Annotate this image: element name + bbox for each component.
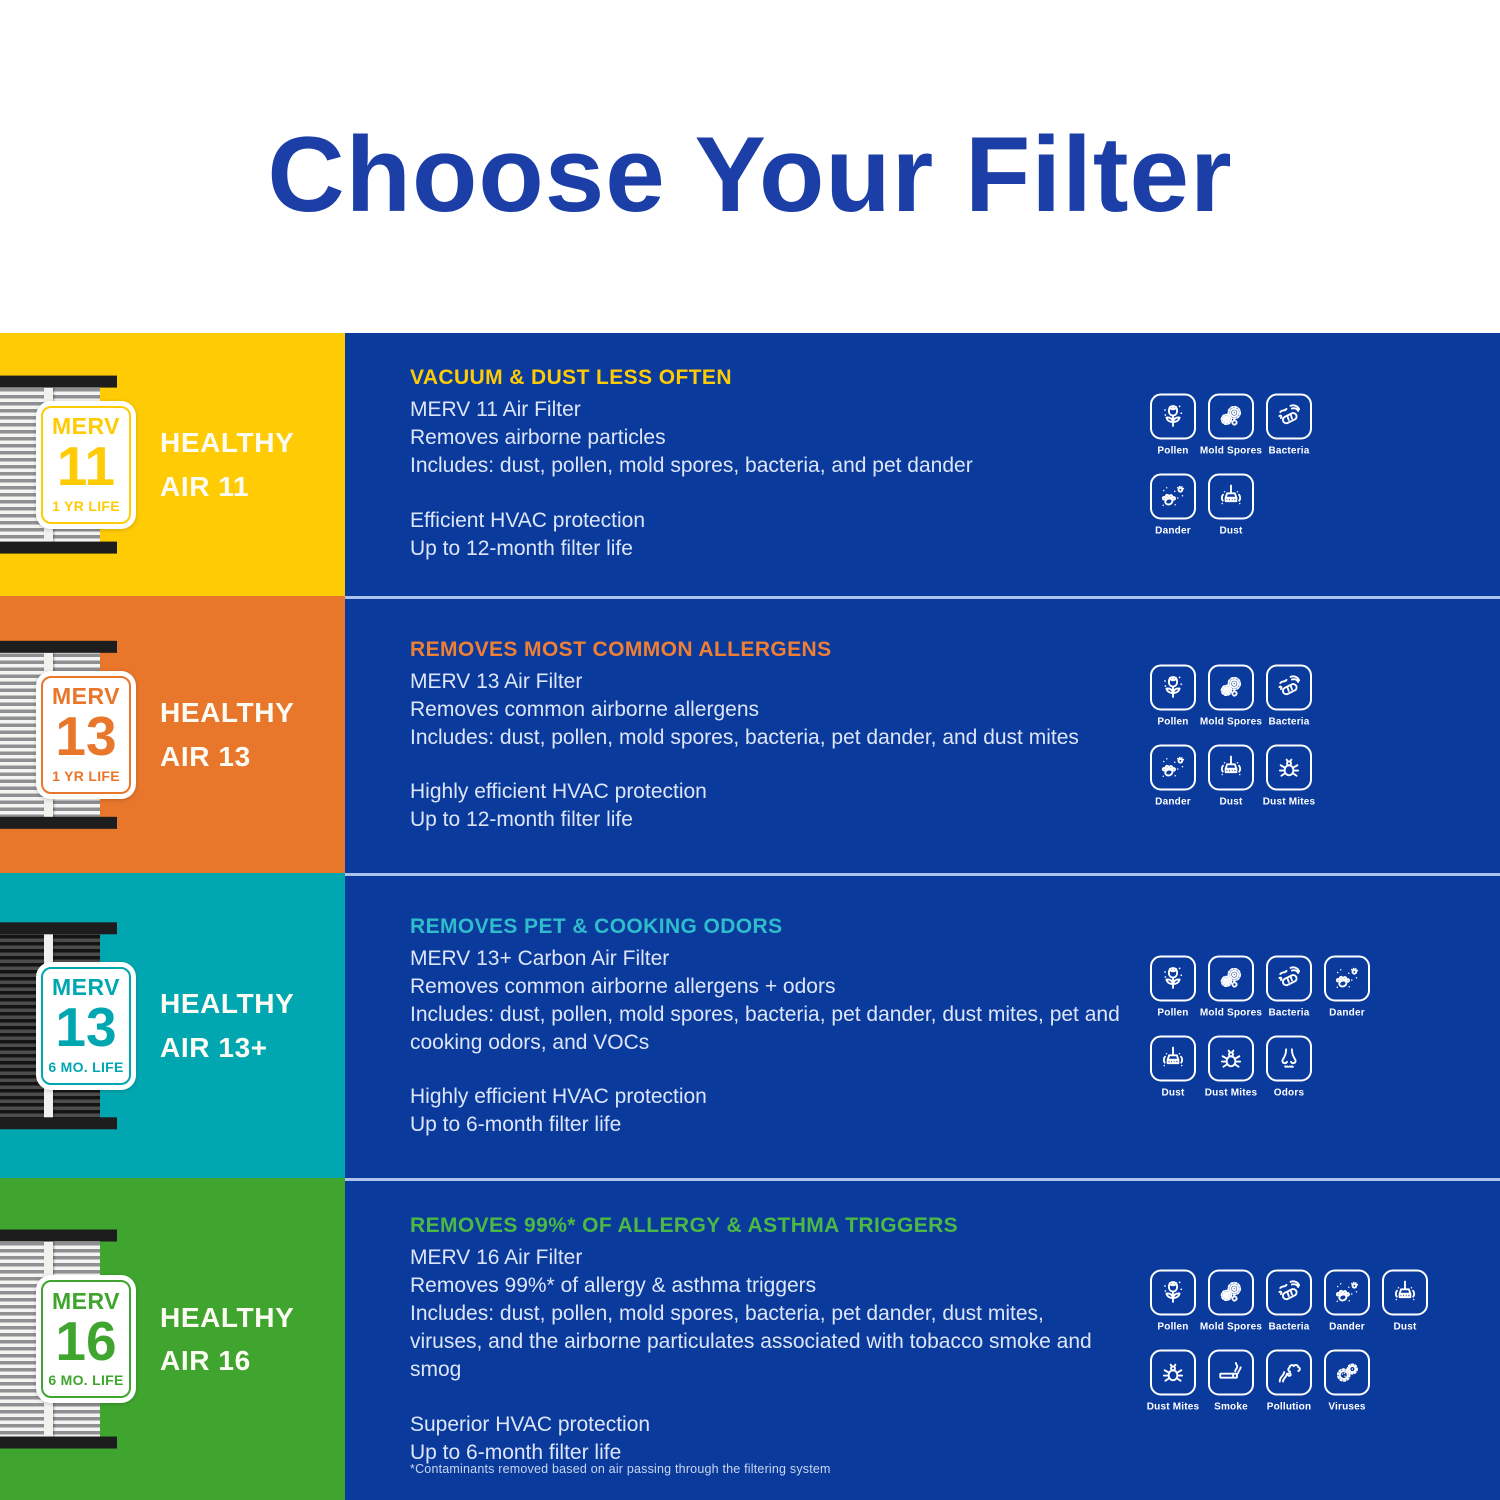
pollen-icon xyxy=(1150,1269,1196,1315)
benefit-line: Efficient HVAC protection xyxy=(410,508,645,532)
footnote: *Contaminants removed based on air passing through the filtering system xyxy=(410,1462,831,1476)
mold-spores-icon-cell xyxy=(1199,1269,1263,1332)
band-merv-13-plus xyxy=(0,873,345,1178)
bacteria-icon xyxy=(1266,1269,1312,1315)
pollen-icon xyxy=(1150,393,1196,439)
mold-spores-icon xyxy=(1208,393,1254,439)
icon-label: Mold Spores xyxy=(1199,445,1263,456)
band-merv-11 xyxy=(0,333,345,596)
badge-merv-label: MERV xyxy=(51,683,121,710)
badge-life-label: 6 MO. LIFE xyxy=(48,1372,124,1389)
benefits-block xyxy=(410,507,1120,563)
band-merv-16 xyxy=(0,1178,345,1500)
filter-frame-top xyxy=(0,1230,117,1242)
icon-label: Dust xyxy=(1393,1321,1417,1332)
dust-icon-cell xyxy=(1208,745,1254,808)
benefit-heading: REMOVES PET & COOKING ODORS xyxy=(410,914,783,938)
icon-label: Bacteria xyxy=(1268,445,1310,456)
icon-label: Dander xyxy=(1155,796,1191,808)
dust-icon xyxy=(1150,1036,1196,1082)
icon-label: Mold Spores xyxy=(1199,716,1263,728)
panel-text xyxy=(410,915,1120,1140)
icon-label: Mold Spores xyxy=(1199,1321,1263,1332)
product-name-line1: HEALTHY xyxy=(160,427,295,459)
icon-label: Dander xyxy=(1329,1007,1365,1019)
product-name-line1: HEALTHY xyxy=(160,1301,295,1333)
contaminant-icon-grid xyxy=(1150,393,1313,536)
product-name xyxy=(160,421,294,508)
product-name-line1: HEALTHY xyxy=(160,697,295,729)
info-panel-merv-13-plus xyxy=(345,873,1500,1178)
icon-label: Dust Mites xyxy=(1262,796,1316,808)
benefits-block xyxy=(410,778,1120,834)
description-line: Includes: dust, pollen, mold spores, bacteria, pet dander, and dust mites xyxy=(410,725,1079,749)
dust-mites-icon xyxy=(1208,1036,1254,1082)
mold-spores-icon-cell xyxy=(1199,956,1263,1019)
dander-icon xyxy=(1324,1269,1370,1315)
contaminant-icon-grid xyxy=(1146,1269,1429,1412)
icon-label: Dust xyxy=(1219,525,1243,536)
info-panel-merv-11 xyxy=(345,333,1500,596)
dust-icon-cell xyxy=(1208,473,1254,536)
product-name xyxy=(160,1296,294,1383)
benefits-block xyxy=(410,1411,1120,1467)
odors-icon xyxy=(1266,1036,1312,1082)
mold-spores-icon-cell xyxy=(1199,393,1263,456)
dander-icon xyxy=(1150,473,1196,519)
dust-icon-cell xyxy=(1150,1036,1196,1099)
badge-merv-label: MERV xyxy=(51,1287,121,1314)
dander-icon xyxy=(1324,956,1370,1002)
product-name-line2: AIR 16 xyxy=(160,1345,251,1376)
viruses-icon xyxy=(1324,1349,1370,1395)
icon-label: Mold Spores xyxy=(1199,1007,1263,1019)
dander-icon-cell xyxy=(1324,956,1370,1019)
icon-label: Dust xyxy=(1161,1087,1185,1099)
icon-label: Pollen xyxy=(1157,445,1189,456)
description-line: Removes common airborne allergens xyxy=(410,697,759,721)
dust-icon xyxy=(1208,745,1254,791)
icon-label: Dander xyxy=(1329,1321,1365,1332)
benefit-line: Highly efficient HVAC protection xyxy=(410,780,707,804)
viruses-icon-cell xyxy=(1324,1349,1370,1412)
badge-life-label: 1 YR LIFE xyxy=(52,767,120,784)
dust-mites-icon xyxy=(1150,1349,1196,1395)
merv-badge xyxy=(36,1275,136,1403)
bacteria-icon-cell xyxy=(1266,956,1312,1019)
badge-life-label: 6 MO. LIFE xyxy=(48,1058,124,1075)
merv-badge xyxy=(36,401,136,529)
panel-text xyxy=(410,1214,1120,1466)
pollen-icon-cell xyxy=(1150,956,1196,1019)
description-line: MERV 16 Air Filter xyxy=(410,1246,583,1270)
description-line: Removes airborne particles xyxy=(410,426,666,450)
benefit-heading: VACUUM & DUST LESS OFTEN xyxy=(410,366,732,390)
pollution-icon-cell xyxy=(1266,1349,1312,1412)
icon-label: Bacteria xyxy=(1268,1007,1310,1019)
pollen-icon-cell xyxy=(1150,393,1196,456)
dust-icon xyxy=(1382,1269,1428,1315)
icon-label: Bacteria xyxy=(1268,716,1310,728)
mold-spores-icon xyxy=(1208,665,1254,711)
badge-life-label: 1 YR LIFE xyxy=(52,497,120,514)
panel-text xyxy=(410,638,1120,835)
icon-label: Odors xyxy=(1273,1087,1305,1099)
icon-label: Pollen xyxy=(1157,1007,1189,1019)
dander-icon-cell xyxy=(1150,745,1196,808)
description-line: Includes: dust, pollen, mold spores, bacteria, pet dander, dust mites, viruses, and the airborne particulates associated with tobacco smoke and smog xyxy=(410,1302,1092,1381)
product-name xyxy=(160,982,294,1069)
filter-row-merv-13-plus xyxy=(0,873,1500,1178)
icon-label: Pollen xyxy=(1157,716,1189,728)
bacteria-icon xyxy=(1266,665,1312,711)
icon-label: Dust Mites xyxy=(1204,1087,1258,1099)
product-name-line2: AIR 13+ xyxy=(160,1031,268,1063)
dander-icon xyxy=(1150,745,1196,791)
dander-icon-cell xyxy=(1150,473,1196,536)
dust-icon xyxy=(1208,473,1254,519)
benefit-line: Up to 6-month filter life xyxy=(410,1440,622,1464)
pollen-icon-cell xyxy=(1150,665,1196,728)
bacteria-icon-cell xyxy=(1266,1269,1312,1332)
filter-frame-top xyxy=(0,375,117,387)
hero-section xyxy=(0,0,1500,333)
benefits-block xyxy=(410,1083,1120,1139)
product-name xyxy=(160,691,294,778)
description-line: Includes: dust, pollen, mold spores, bacteria, pet dander, dust mites, pet and cooking odors, and VOCs xyxy=(410,1002,1120,1054)
badge-merv-number: 13 xyxy=(55,705,117,768)
bacteria-icon xyxy=(1266,393,1312,439)
smoke-icon-cell xyxy=(1208,1349,1254,1412)
icon-label: Pollution xyxy=(1266,1401,1312,1412)
bacteria-icon xyxy=(1266,956,1312,1002)
icon-label: Bacteria xyxy=(1268,1321,1310,1332)
filter-frame-bottom xyxy=(0,1436,117,1448)
benefit-line: Up to 6-month filter life xyxy=(410,1113,622,1137)
mold-spores-icon xyxy=(1208,956,1254,1002)
description-line: Removes common airborne allergens + odors xyxy=(410,974,836,998)
description-line: MERV 11 Air Filter xyxy=(410,398,581,422)
dust-icon-cell xyxy=(1382,1269,1428,1332)
filter-row-merv-13 xyxy=(0,596,1500,873)
page-title: Choose Your Filter xyxy=(267,113,1233,234)
dander-icon-cell xyxy=(1324,1269,1370,1332)
pollen-icon xyxy=(1150,956,1196,1002)
dust-mites-icon-cell xyxy=(1262,745,1316,808)
dust-mites-icon-cell xyxy=(1204,1036,1258,1099)
icon-label: Dust xyxy=(1219,796,1243,808)
benefit-line: Highly efficient HVAC protection xyxy=(410,1085,707,1109)
product-name-line2: AIR 11 xyxy=(160,470,250,502)
info-panel-merv-16 xyxy=(345,1178,1500,1500)
filter-frame-top xyxy=(0,922,117,934)
odors-icon-cell xyxy=(1266,1036,1312,1099)
badge-merv-label: MERV xyxy=(51,413,121,440)
pollen-icon-cell xyxy=(1150,1269,1196,1332)
dust-mites-icon-cell xyxy=(1146,1349,1200,1412)
description-line: MERV 13 Air Filter xyxy=(410,669,583,693)
smoke-icon xyxy=(1208,1349,1254,1395)
mold-spores-icon xyxy=(1208,1269,1254,1315)
pollen-icon xyxy=(1150,665,1196,711)
filter-frame-top xyxy=(0,640,117,652)
badge-merv-number: 11 xyxy=(56,435,116,498)
contaminant-icon-grid xyxy=(1150,665,1316,808)
benefit-line: Up to 12-month filter life xyxy=(410,536,633,560)
pollution-icon xyxy=(1266,1349,1312,1395)
filter-frame-bottom xyxy=(0,817,117,829)
product-name-line2: AIR 13 xyxy=(160,740,251,772)
bacteria-icon-cell xyxy=(1266,393,1312,456)
benefit-line: Up to 12-month filter life xyxy=(410,808,633,832)
badge-merv-number: 16 xyxy=(55,1309,117,1372)
dust-mites-icon xyxy=(1266,745,1312,791)
badge-merv-label: MERV xyxy=(51,974,121,1001)
mold-spores-icon-cell xyxy=(1199,665,1263,728)
filter-frame-bottom xyxy=(0,1117,117,1129)
product-name-line1: HEALTHY xyxy=(160,988,295,1020)
bacteria-icon-cell xyxy=(1266,665,1312,728)
band-merv-13 xyxy=(0,596,345,873)
icon-label: Smoke xyxy=(1214,1401,1248,1412)
icon-label: Dust Mites xyxy=(1146,1401,1200,1412)
icon-label: Dander xyxy=(1155,525,1191,536)
merv-badge xyxy=(36,671,136,799)
filter-row-merv-11 xyxy=(0,333,1500,596)
badge-merv-number: 13 xyxy=(55,996,117,1059)
benefit-line: Superior HVAC protection xyxy=(410,1412,651,1436)
filter-frame-bottom xyxy=(0,542,117,554)
benefit-heading: REMOVES 99%* OF ALLERGY & ASTHMA TRIGGERS xyxy=(410,1214,959,1238)
description-line: Includes: dust, pollen, mold spores, bacteria, and pet dander xyxy=(410,454,973,478)
panel-text xyxy=(410,366,1120,563)
merv-badge xyxy=(36,962,136,1090)
info-panel-merv-13 xyxy=(345,596,1500,873)
description-line: Removes 99%* of allergy & asthma triggers xyxy=(410,1274,817,1298)
icon-label: Pollen xyxy=(1157,1321,1189,1332)
benefit-heading: REMOVES MOST COMMON ALLERGENS xyxy=(410,637,832,661)
contaminant-icon-grid xyxy=(1150,956,1371,1099)
filter-row-merv-16 xyxy=(0,1178,1500,1500)
description-line: MERV 13+ Carbon Air Filter xyxy=(410,946,670,970)
icon-label: Viruses xyxy=(1328,1401,1366,1412)
